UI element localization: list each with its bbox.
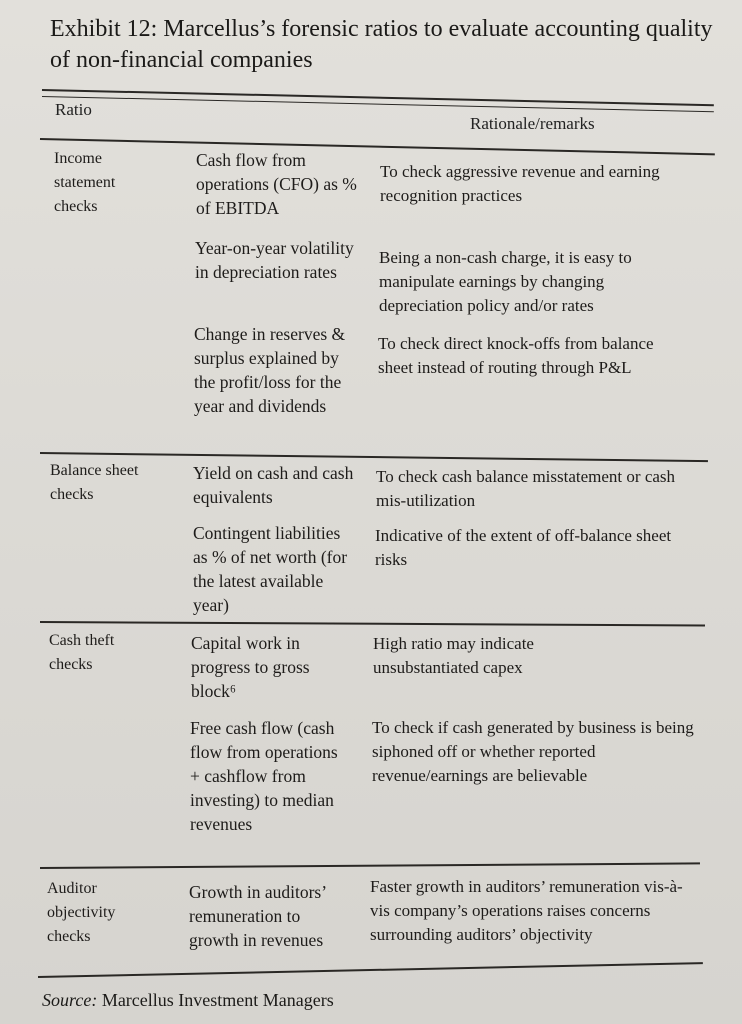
- source-label: Source:: [42, 990, 98, 1010]
- ratio-free-cash-flow: Free cash flow (cash flow from operations + cashflow from investing) to median revenues: [190, 718, 338, 834]
- source-text: Marcellus Investment Managers: [101, 990, 334, 1010]
- section-rule-3: [40, 862, 700, 868]
- table-bottom-rule: [38, 962, 703, 977]
- ratio-depreciation-volatility: Year-on-year volatility in depreciation rates: [195, 238, 354, 282]
- header-top-rule-2: [42, 96, 714, 112]
- ratio-reserves-surplus: Change in reserves & surplus explained by the profit/loss for the year and dividends: [194, 324, 346, 416]
- ratio-cash-yield: Yield on cash and cash equivalents: [193, 463, 354, 507]
- category-balance-sheet: Balance sheet checks: [50, 462, 139, 503]
- ratio-cwip-gross-block: Capital work in progress to gross block⁶: [191, 633, 310, 701]
- rationale-free-cash-flow: To check if cash generated by business is being siphoned off or whether reported revenue/earnings are believable: [372, 718, 694, 785]
- ratio-auditor-remuneration: Growth in auditors’ remuneration to growth in revenues: [189, 882, 326, 950]
- category-income-statement: Income statement checks: [54, 150, 116, 215]
- column-header-ratio: Ratio: [55, 100, 92, 119]
- rationale-cash-yield: To check cash balance misstatement or cash mis-utilization: [376, 467, 676, 510]
- ratio-cfo-ebitda: Cash flow from operations (CFO) as % of EBITDA: [196, 150, 357, 218]
- rationale-auditor-remuneration: Faster growth in auditors’ remuneration vis-à-vis company’s operations raises concerns surrounding auditors’ objectivity: [370, 877, 683, 944]
- section-rule-2: [40, 621, 705, 626]
- rationale-cfo-ebitda: To check aggressive revenue and earning recognition practices: [380, 162, 660, 205]
- rationale-reserves-surplus: To check direct knock-offs from balance sheet instead of routing through P&L: [378, 334, 654, 377]
- source-line: [42, 990, 334, 1011]
- ratio-contingent-liabilities: Contingent liabilities as % of net worth (for the latest available year): [193, 523, 348, 615]
- category-auditor-objectivity: Auditor objectivity checks: [47, 880, 116, 945]
- category-cash-theft: Cash theft checks: [49, 632, 115, 673]
- rationale-cwip-gross-block: High ratio may indicate unsubstantiated capex: [373, 634, 534, 677]
- rationale-contingent-liabilities: Indicative of the extent of off-balance sheet risks: [375, 526, 672, 569]
- rationale-depreciation-volatility: Being a non-cash charge, it is easy to manipulate earnings by changing depreciation policy and/or rates: [379, 248, 632, 315]
- exhibit-title: Exhibit 12: Marcellus’s forensic ratios to evaluate accounting quality of non-financial companies: [50, 16, 713, 73]
- column-header-rationale: Rationale/remarks: [470, 114, 595, 133]
